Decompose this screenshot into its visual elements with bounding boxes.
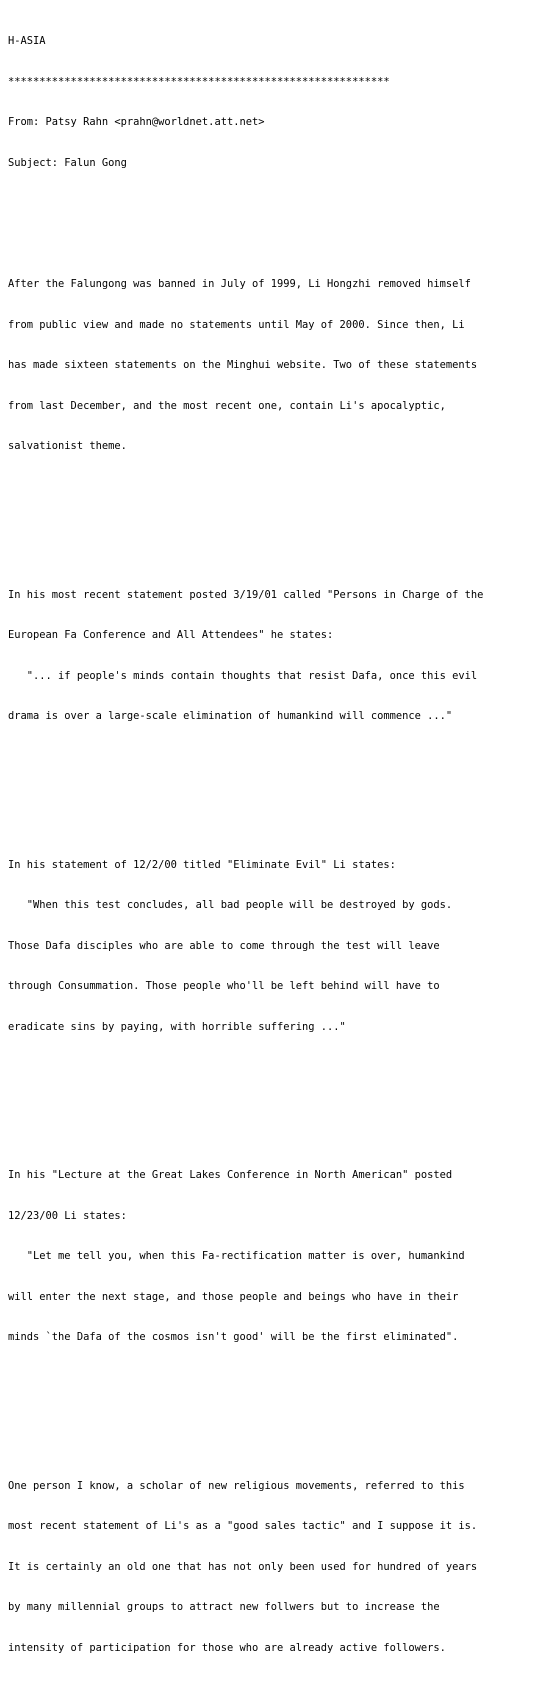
paragraph-line: In his statement of 12/2/00 titled "Eliminate Evil" Li states: (8, 858, 396, 871)
paragraph-line: has made sixteen statements on the Minghui website. Two of these statements (8, 359, 478, 371)
paragraph-line: most recent statement of Li's as a "good sales tactic" and I suppose it is. (8, 1520, 478, 1532)
paragraph-line: It is certainly an old one that has not only been used for hundred of years (8, 1560, 478, 1573)
document-title: H-ASIA (8, 35, 46, 47)
paragraph-line: 12/23/00 Li states: (8, 1209, 127, 1222)
paragraph-line: from last December, and the most recent one, contain Li's apocalyptic, (8, 399, 446, 412)
paragraph-line: European Fa Conference and All Attendees" he states: (8, 629, 334, 641)
subject-line: Subject: Falun Gong (8, 156, 127, 169)
quote-line: drama is over a large-scale elimination of humankind will commence ..." (8, 710, 453, 722)
paragraph-4 (8, 1142, 546, 1372)
separator-rule: ************************************************************* (8, 75, 390, 88)
paragraph-3 (8, 832, 546, 1062)
blank-line (8, 1399, 546, 1413)
paragraph-1 (8, 251, 546, 481)
paragraph-line: In his most recent statement posted 3/19/01 called "Persons in Charge of the (8, 588, 484, 601)
paragraph-5 (8, 1453, 546, 1683)
quote-line: through Consummation. Those people who'll be left behind will have to (8, 980, 440, 992)
paragraph-line: salvationist theme. (8, 440, 127, 452)
paragraph-line: by many millennial groups to attract new follwers but to increase the (8, 1601, 440, 1613)
blank-line (8, 1088, 546, 1102)
quote-line: Those Dafa disciples who are able to come through the test will leave (8, 939, 440, 952)
from-line: From: Patsy Rahn <prahn@worldnet.att.net> (8, 116, 265, 128)
paragraph-line: intensity of participation for those who are already active followers. (8, 1641, 446, 1654)
paragraph-line: One person I know, a scholar of new religious movements, referred to this (8, 1479, 465, 1492)
quote-line: eradicate sins by paying, with horrible suffering ..." (8, 1020, 346, 1033)
quote-line: minds `the Dafa of the cosmos isn't good' will be the first eliminated". (8, 1331, 459, 1343)
quote-line: "... if people's minds contain thoughts that resist Dafa, once this evil (8, 669, 478, 682)
blank-line (8, 778, 546, 792)
quote-line: "When this test concludes, all bad people will be destroyed by gods. (8, 899, 453, 911)
paragraph-line: After the Falungong was banned in July of 1999, Li Hongzhi removed himself (8, 278, 471, 290)
paragraph-line: In his "Lecture at the Great Lakes Conference in North American" posted (8, 1169, 453, 1181)
paragraph-line: from public view and made no statements until May of 2000. Since then, Li (8, 318, 465, 331)
blank-line (8, 508, 546, 522)
quote-line: "Let me tell you, when this Fa-rectification matter is over, humankind (8, 1250, 465, 1262)
quote-line: will enter the next stage, and those people and beings who have in their (8, 1290, 459, 1303)
paragraph-2 (8, 562, 546, 751)
blank-line (8, 197, 546, 211)
